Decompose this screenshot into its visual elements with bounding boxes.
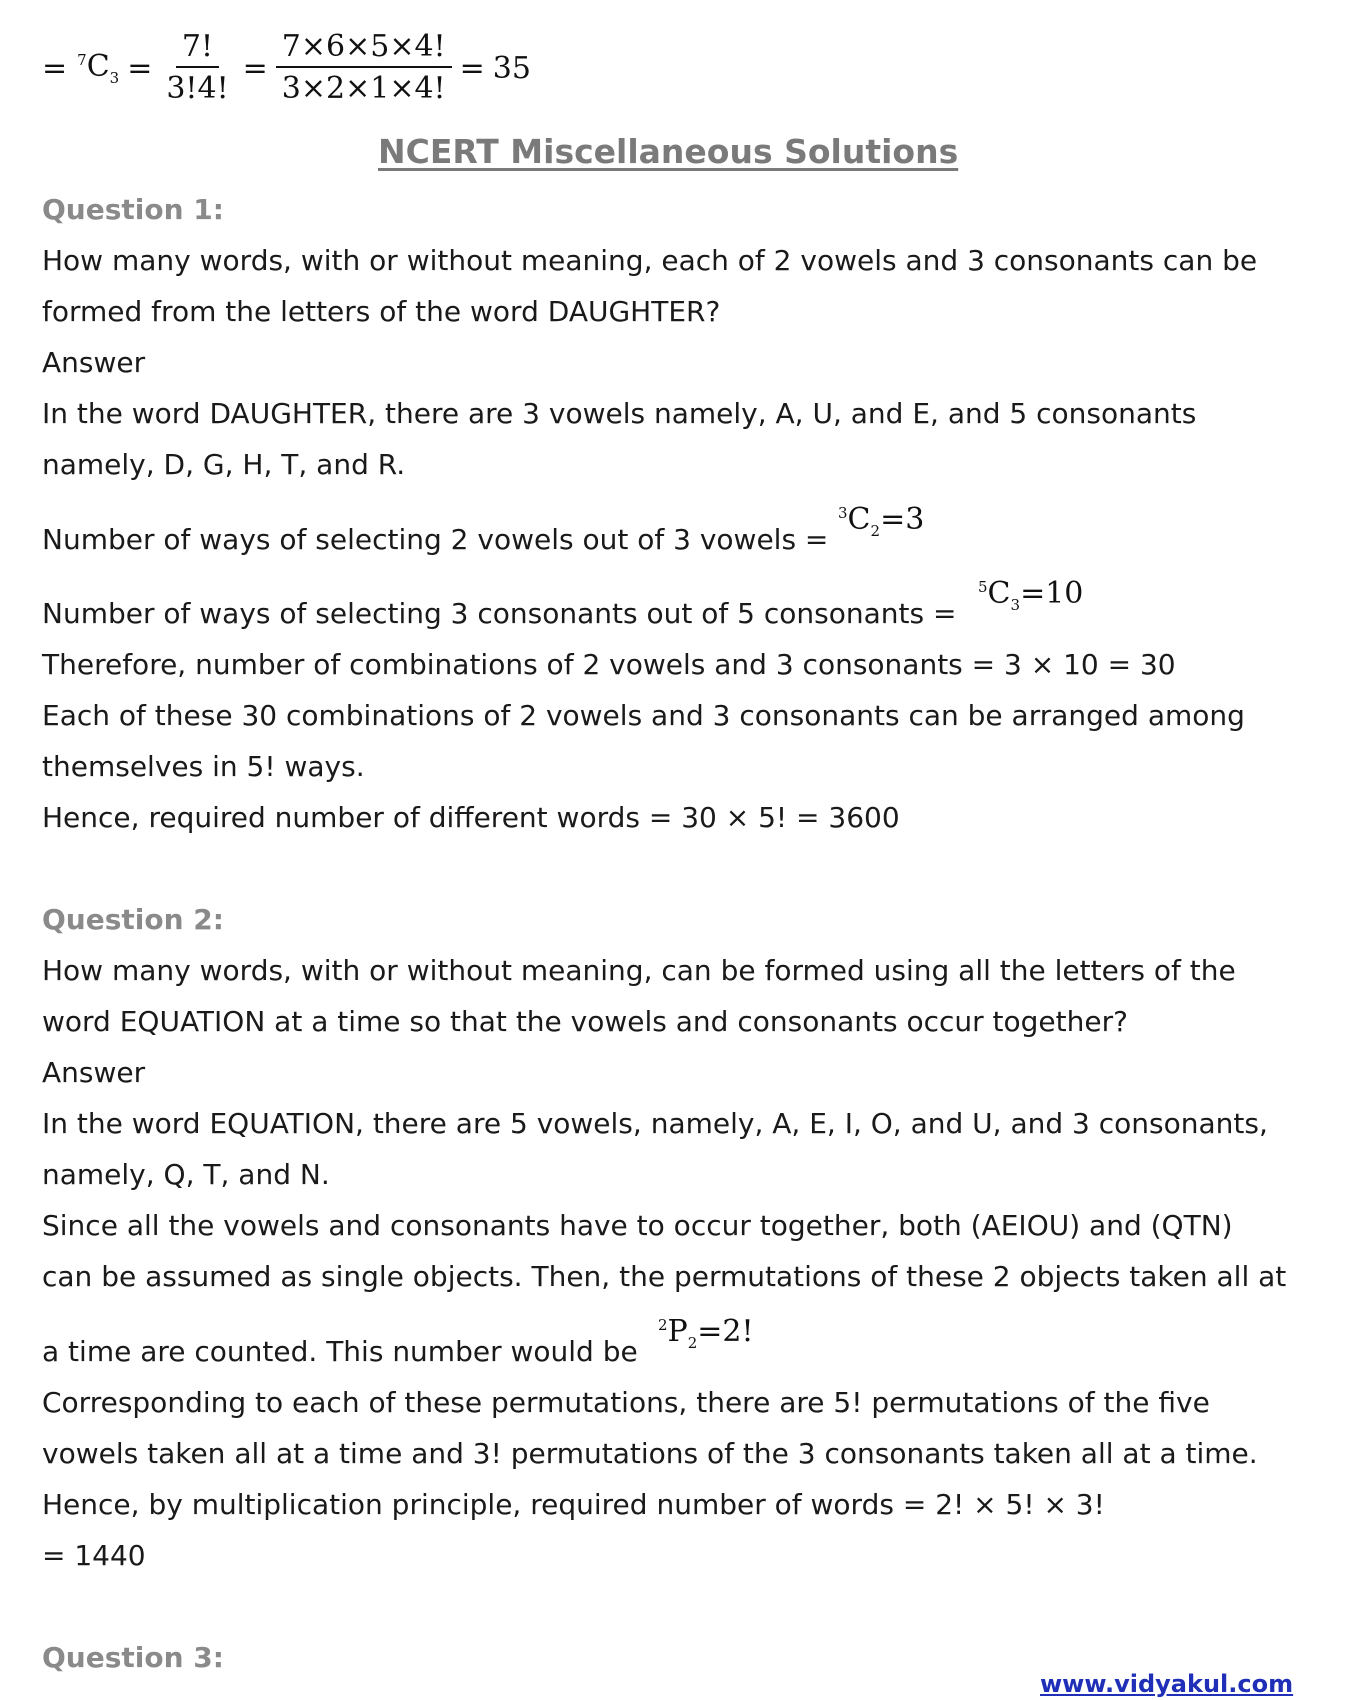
formula-fraction-2: $\frac{7\times 6\times 5\times 4!}{3\times 2\times 1\times 4!}$ <box>276 30 452 106</box>
answer-2-label: Answer <box>42 1056 146 1089</box>
top-formula <box>42 30 531 106</box>
formula-combination: $^7C_3$ <box>77 49 120 87</box>
formula-eq3: = <box>459 50 485 86</box>
answer-1-line-7: themselves in 5! ways. <box>42 750 365 783</box>
answer-1-label: Answer <box>42 346 146 379</box>
answer-2-line-6: Corresponding to each of these permutations, there are 5! permutations of the five <box>42 1386 1210 1419</box>
question-3-heading: Question 3: <box>42 1641 224 1674</box>
answer-1-line-4: Number of ways of selecting 3 consonants out of 5 consonants = <box>42 597 957 630</box>
formula-result: 35 <box>492 50 531 86</box>
question-1-text-line-2: formed from the letters of the word DAUGHTER? <box>42 295 721 328</box>
answer-2-line-5: a time are counted. This number would be <box>42 1335 638 1368</box>
answer-1-formula-4: $^5C_3=10$ <box>978 576 1084 614</box>
formula-eq-sign: = <box>42 50 68 86</box>
page-title: NCERT Miscellaneous Solutions <box>378 132 959 171</box>
question-1-heading: Question 1: <box>42 193 224 226</box>
answer-2-formula-5: $^2P_2=2$! <box>658 1314 754 1352</box>
formula-eq1: = <box>127 50 153 86</box>
answer-1-line-3: Number of ways of selecting 2 vowels out of 3 vowels = <box>42 523 829 556</box>
answer-1-line-6: Each of these 30 combinations of 2 vowels and 3 consonants can be arranged among <box>42 699 1245 732</box>
answer-2-line-3: Since all the vowels and consonants have to occur together, both (AEIOU) and (QTN) <box>42 1209 1233 1242</box>
answer-2-line-1: In the word EQUATION, there are 5 vowels, namely, A, E, I, O, and U, and 3 consonants, <box>42 1107 1268 1140</box>
answer-1-formula-3: $^3C_2=3$ <box>838 502 925 540</box>
answer-2-line-8: Hence, by multiplication principle, required number of words = 2! × 5! × 3! <box>42 1488 1105 1521</box>
answer-2-line-7: vowels taken all at a time and 3! permutations of the 3 consonants taken all at a time. <box>42 1437 1258 1470</box>
question-2-text-line-1: How many words, with or without meaning, can be formed using all the letters of the <box>42 954 1236 987</box>
answer-2-line-4: can be assumed as single objects. Then, the permutations of these 2 objects taken all at <box>42 1260 1287 1293</box>
answer-1-line-1: In the word DAUGHTER, there are 3 vowels namely, A, U, and E, and 5 consonants <box>42 397 1197 430</box>
answer-1-line-5: Therefore, number of combinations of 2 vowels and 3 consonants = 3 × 10 = 30 <box>42 648 1176 681</box>
answer-1-line-2: namely, D, G, H, T, and R. <box>42 448 406 481</box>
question-1-text-line-1: How many words, with or without meaning, each of 2 vowels and 3 consonants can be <box>42 244 1258 277</box>
answer-2-line-2: namely, Q, T, and N. <box>42 1158 330 1191</box>
formula-eq2: = <box>242 50 268 86</box>
website-link[interactable]: www.vidyakul.com <box>1040 1670 1294 1698</box>
question-2-text-line-2: word EQUATION at a time so that the vowels and consonants occur together? <box>42 1005 1128 1038</box>
formula-fraction-1: $\frac{7!}{3!4!}$ <box>166 29 229 106</box>
answer-2-line-9: = 1440 <box>42 1539 146 1572</box>
question-2-heading: Question 2: <box>42 903 224 936</box>
answer-1-line-8: Hence, required number of different words = 30 × 5! = 3600 <box>42 801 900 834</box>
